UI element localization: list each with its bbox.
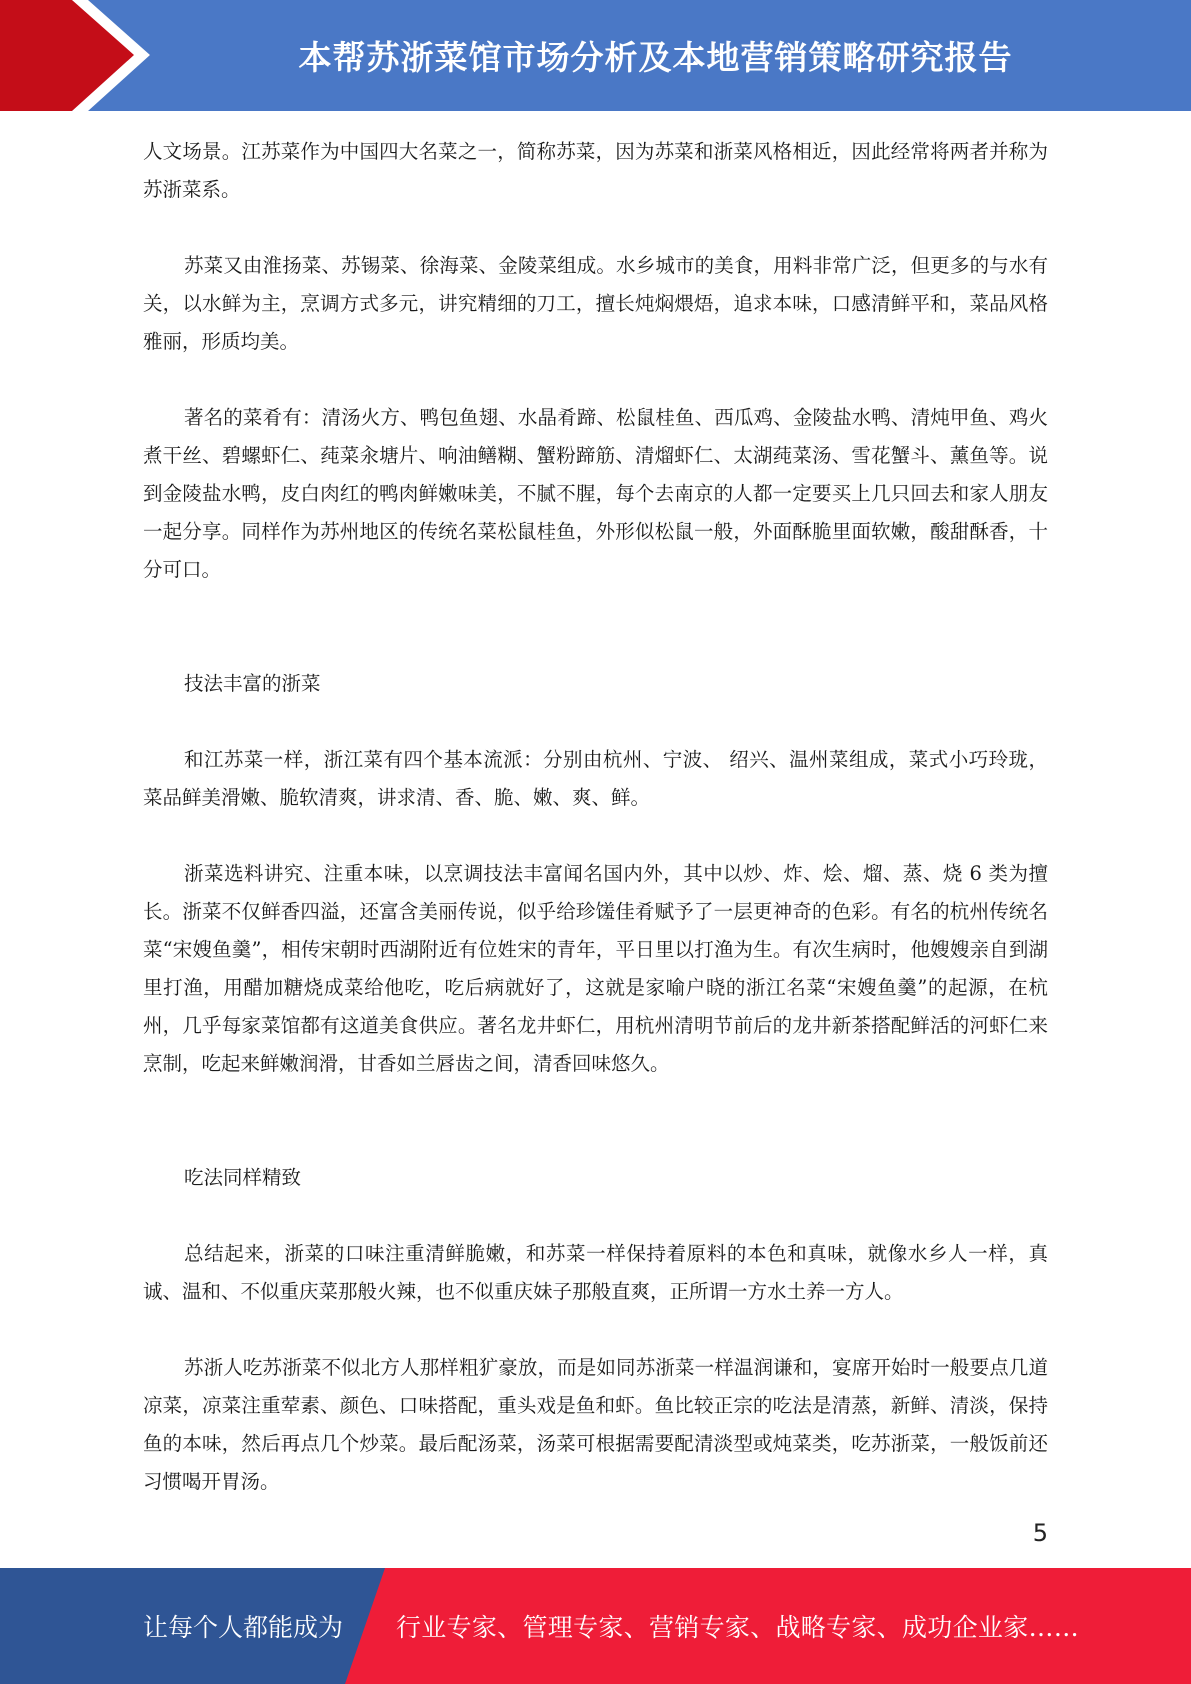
page-header <box>0 0 1191 111</box>
report-title: 本帮苏浙菜馆市场分析及本地营销策略研究报告 <box>298 38 1013 77</box>
paragraph-6: 总结起来，浙菜的口味注重清鲜脆嫩，和苏菜一样保持着原料的本色和真味，就像水乡人一样，真诚、温和、不似重庆菜那般火辣，也不似重庆妹子那般直爽，正所谓一方水土养一方人。 <box>143 1242 1048 1303</box>
document-body <box>143 133 1048 1501</box>
section-heading-zhejiang: 技法丰富的浙菜 <box>184 672 321 695</box>
paragraph-4: 和江苏菜一样，浙江菜有四个基本流派：分别由杭州、宁波、 绍兴、温州菜组成，菜式小巧玲珑，菜品鲜美滑嫩、脆软清爽，讲求清、香、脆、嫩、爽、鲜。 <box>143 748 1048 809</box>
paragraph-7: 苏浙人吃苏浙菜不似北方人那样粗犷豪放，而是如同苏浙菜一样温润谦和，宴席开始时一般要点几道凉菜，凉菜注重荤素、颜色、口味搭配，重头戏是鱼和虾。鱼比较正宗的吃法是清蒸，新鲜、清淡，保持鱼的本味，然后再点几个炒菜。最后配汤菜，汤菜可根据需要配清淡型或炖菜类，吃苏浙菜，一般饭前还习惯喝开胃汤。 <box>143 1356 1048 1493</box>
paragraph-3: 著名的菜肴有：清汤火方、鸭包鱼翅、水晶肴蹄、松鼠桂鱼、西瓜鸡、金陵盐水鸭、清炖甲鱼、鸡火煮干丝、碧螺虾仁、莼菜汆塘片、响油鳝糊、蟹粉蹄筋、清熘虾仁、太湖莼菜汤、雪花蟹斗、薰鱼等。说到金陵盐水鸭，皮白肉红的鸭肉鲜嫩味美，不腻不腥，每个去南京的人都一定要买上几只回去和家人朋友一起分享。同样作为苏州地区的传统名菜松鼠桂鱼，外形似松鼠一般，外面酥脆里面软嫩，酸甜酥香，十分可口。 <box>143 406 1048 581</box>
paragraph-1: 人文场景。江苏菜作为中国四大名菜之一，简称苏菜，因为苏菜和浙菜风格相近，因此经常将两者并称为苏浙菜系。 <box>143 140 1048 201</box>
section-heading-eating: 吃法同样精致 <box>184 1166 302 1189</box>
header-red-arrow <box>0 0 150 111</box>
footer-slogan-right: 行业专家、管理专家、营销专家、战略专家、成功企业家…… <box>396 1613 1080 1642</box>
page-number: 5 <box>1032 1519 1048 1547</box>
page-footer <box>0 1568 1191 1684</box>
footer-slogan-left: 让每个人都能成为 <box>143 1613 344 1642</box>
paragraph-2: 苏菜又由淮扬菜、苏锡菜、徐海菜、金陵菜组成。水乡城市的美食，用料非常广泛，但更多的与水有关，以水鲜为主，烹调方式多元，讲究精细的刀工，擅长炖焖煨焐，追求本味，口感清鲜平和，菜品风格雅丽，形质均美。 <box>143 254 1048 353</box>
paragraph-5: 浙菜选料讲究、注重本味，以烹调技法丰富闻名国内外，其中以炒、炸、烩、熘、蒸、烧 6 类为擅长。浙菜不仅鲜香四溢，还富含美丽传说，似乎给珍馐佳肴赋予了一层更神奇的色彩。有名的杭州传统名菜“宋嫂鱼羹”，相传宋朝时西湖附近有位姓宋的青年，平日里以打渔为生。有次生病时，他嫂嫂亲自到湖里打渔，用醋加糖烧成菜给他吃，吃后病就好了，这就是家喻户晓的浙江名菜“宋嫂鱼羹”的起源，在杭州，几乎每家菜馆都有这道美食供应。著名龙井虾仁，用杭州清明节前后的龙井新茶搭配鲜活的河虾仁来烹制，吃起来鲜嫩润滑，甘香如兰唇齿之间，清香回味悠久。 <box>143 862 1048 1075</box>
